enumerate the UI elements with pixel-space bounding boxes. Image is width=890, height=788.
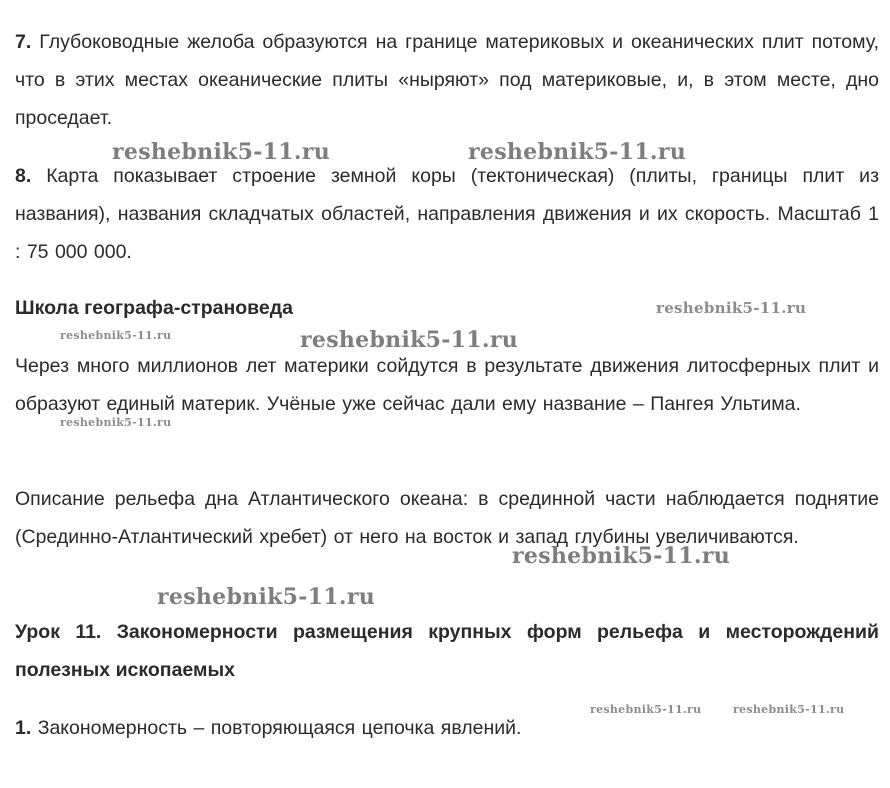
watermark: reshebnik5-11.ru bbox=[157, 584, 376, 610]
paragraph-text: Через много миллионов лет материки сойдутся в результате движения литосферных плит и образуют единый материк. Учёные уже сейчас дали ему название – Пангея Ультима. bbox=[15, 355, 879, 415]
item-number: 7. bbox=[15, 31, 32, 53]
paragraph-1 bbox=[15, 709, 879, 747]
section-heading: Школа географа-страноведа bbox=[15, 297, 293, 319]
lesson-heading: Урок 11. Закономерности размещения крупных форм рельефа и месторождений полезных ископаемых bbox=[15, 621, 879, 681]
paragraph-text: Описание рельефа дна Атлантического океана: в срединной части наблюдается поднятие (Срединно-Атлантический хребет) от него на восток и запад глубины увеличиваются. bbox=[15, 488, 879, 548]
school-paragraph-1 bbox=[15, 347, 879, 423]
watermark: reshebnik5-11.ru bbox=[112, 139, 331, 165]
watermark: reshebnik5-11.ru bbox=[512, 543, 731, 569]
item-number: 1. bbox=[15, 717, 32, 739]
watermark: reshebnik5-11.ru bbox=[300, 327, 519, 353]
school-paragraph-2 bbox=[15, 480, 879, 556]
paragraph-text: Глубоководные желоба образуются на границе материковых и океанических плит потому, что в этих местах океанические плиты «ныряют» под материковые, и, в этом месте, дно проседает. bbox=[15, 31, 879, 129]
item-number: 8. bbox=[15, 165, 32, 187]
watermark: reshebnik5-11.ru bbox=[60, 416, 172, 429]
watermark: reshebnik5-11.ru bbox=[656, 299, 807, 317]
watermark: reshebnik5-11.ru bbox=[590, 703, 702, 716]
paragraph-7 bbox=[15, 23, 879, 137]
paragraph-text: Закономерность – повторяющаяся цепочка явлений. bbox=[37, 717, 522, 739]
watermark: reshebnik5-11.ru bbox=[733, 703, 845, 716]
watermark: reshebnik5-11.ru bbox=[60, 329, 172, 342]
watermark: reshebnik5-11.ru bbox=[468, 139, 687, 165]
paragraph-8 bbox=[15, 157, 879, 271]
paragraph-text: Карта показывает строение земной коры (тектоническая) (плиты, границы плит из названия), названия складчатых областей, направления движения и их скорость. Масштаб 1 : 75 000 000. bbox=[15, 165, 880, 263]
